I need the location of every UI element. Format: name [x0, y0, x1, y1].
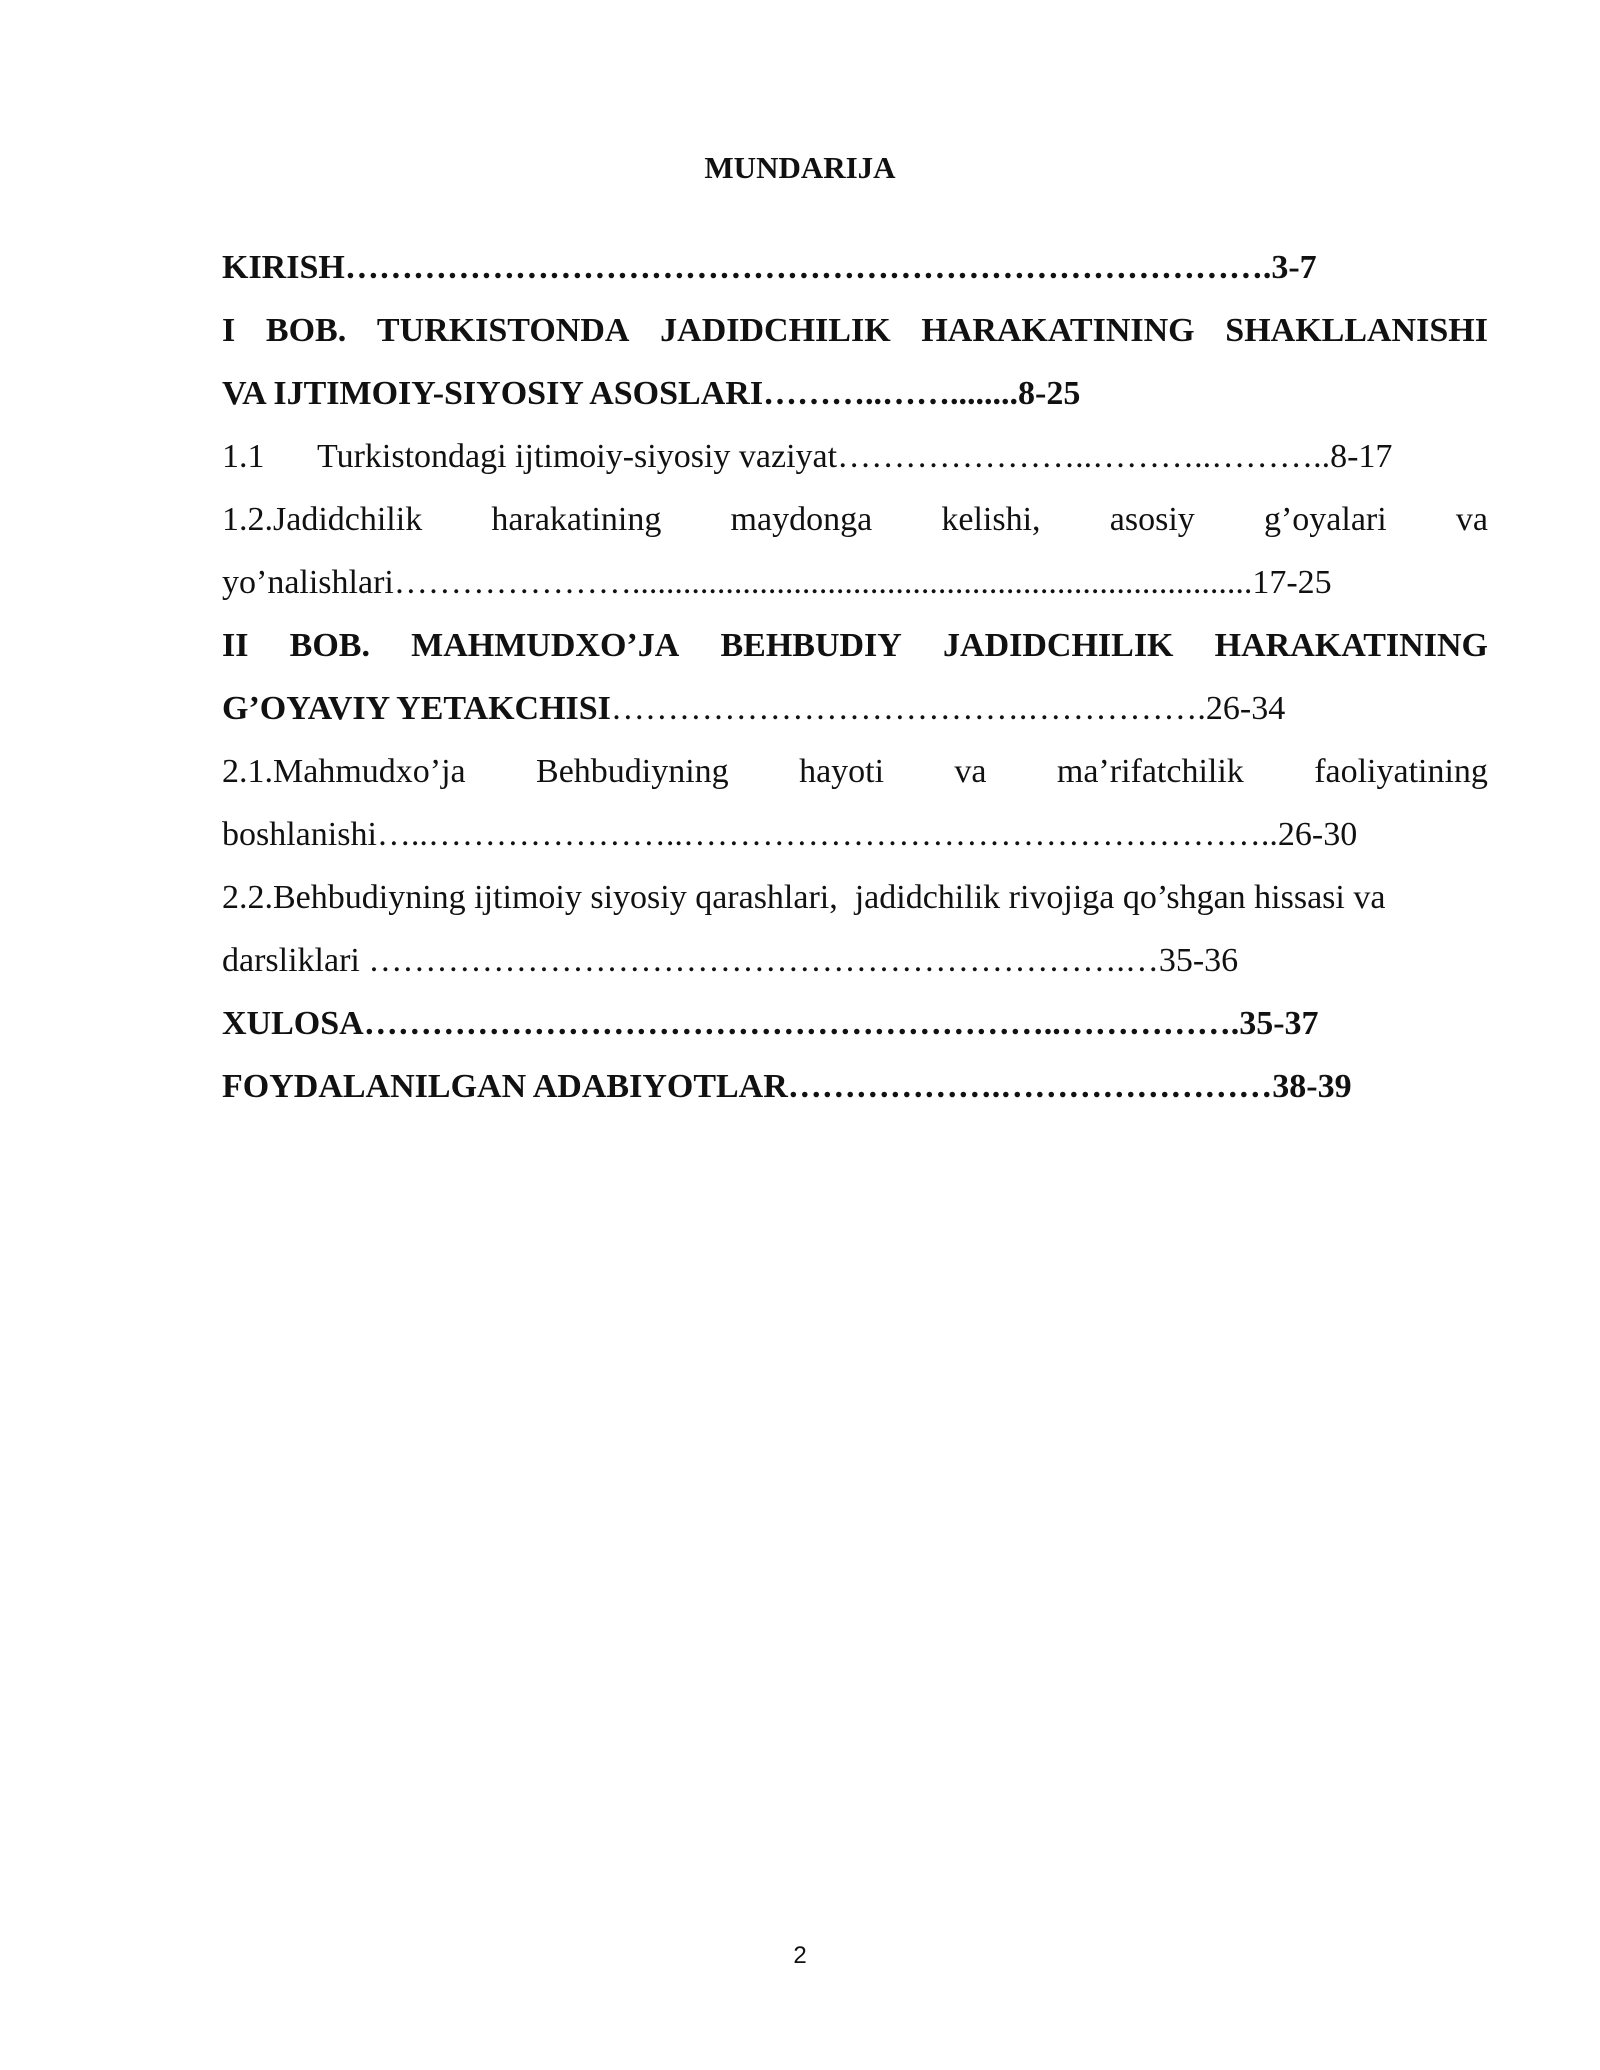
page-title: MUNDARIJA: [704, 150, 896, 185]
toc-entry-bob1-line1: [222, 299, 1488, 362]
toc-entry-bob1-line2: VA IJTIMOIY-SIYOSIY ASOSLARI………..……........8-25: [222, 375, 1081, 412]
toc-entry-2-2-line1: 2.2.Behbudiyning ijtimoiy siyosiy qarashlari, jadidchilik rivojiga qo’shgan hissasi va: [222, 879, 1386, 916]
toc-entry-adabiyotlar: FOYDALANILGAN ADABIYOTLAR……………….……………………38-39: [222, 1068, 1352, 1105]
toc-entry-2-1-line1: [222, 740, 1488, 803]
toc-word: harakatining: [491, 501, 662, 538]
toc-word: BEHBUDIY: [720, 627, 902, 664]
toc-word: TURKISTONDA: [376, 312, 630, 349]
toc-entry-1-2-line2: yo’nalishlari………………….........................................................................17-25: [222, 564, 1332, 601]
toc-word: hayoti: [799, 753, 885, 790]
toc-entry-kirish: KIRISH……………………………………………………………………….3-7: [222, 249, 1317, 286]
section-text: Turkistondagi ijtimoiy-siyosiy vaziyat…………………..………..………..8-17: [317, 438, 1393, 475]
toc-entry-2-2-line2: darsliklari ………………………………………………………….…35-36: [222, 942, 1239, 979]
toc-word: 2.1.Mahmudxo’ja: [222, 753, 466, 790]
toc-word: BOB.: [265, 312, 347, 349]
toc-word: HARAKATINING: [1214, 627, 1488, 664]
toc-entry-1-2-line1: [222, 488, 1488, 551]
toc-word: 1.2.Jadidchilik: [222, 501, 423, 538]
toc-word: faoliyatining: [1314, 753, 1488, 790]
toc-word: JADIDCHILIK: [943, 627, 1174, 664]
toc-word: kelishi,: [941, 501, 1041, 538]
page-number: 2: [793, 1942, 807, 1969]
toc-entry-2-1-line2: boshlanishi…..…………………..……………………………………………..26-30: [222, 816, 1358, 853]
chapter-title-text: G’OYAVIY YETAKCHISI: [222, 690, 611, 727]
toc-word: HARAKATINING: [921, 312, 1195, 349]
toc-word: I: [222, 312, 236, 349]
toc-word: MAHMUDXO’JA: [411, 627, 680, 664]
toc-word: SHAKLLANISHI: [1225, 312, 1488, 349]
toc-word: II: [222, 627, 249, 664]
toc-entry-bob2-line1: [222, 614, 1488, 677]
toc-word: va: [954, 753, 987, 790]
toc-word: asosiy: [1109, 501, 1195, 538]
toc-entry-bob2-line2: [222, 677, 1488, 740]
toc-entry-1-1: [222, 425, 1488, 488]
toc-word: maydonga: [730, 501, 873, 538]
section-number: 1.1: [222, 438, 265, 475]
toc-word: JADIDCHILIK: [660, 312, 891, 349]
toc-word: va: [1455, 501, 1488, 538]
chapter-leader-and-pages: ……………………………….…………….26-34: [610, 690, 1286, 727]
toc-word: BOB.: [289, 627, 370, 664]
toc-word: ma’rifatchilik: [1056, 753, 1244, 790]
toc-entry-xulosa: XULOSA……………………………………………………..…………….35-37: [222, 1005, 1319, 1042]
toc-word: g’oyalari: [1263, 501, 1387, 538]
toc-word: Behbudiyning: [536, 753, 729, 790]
